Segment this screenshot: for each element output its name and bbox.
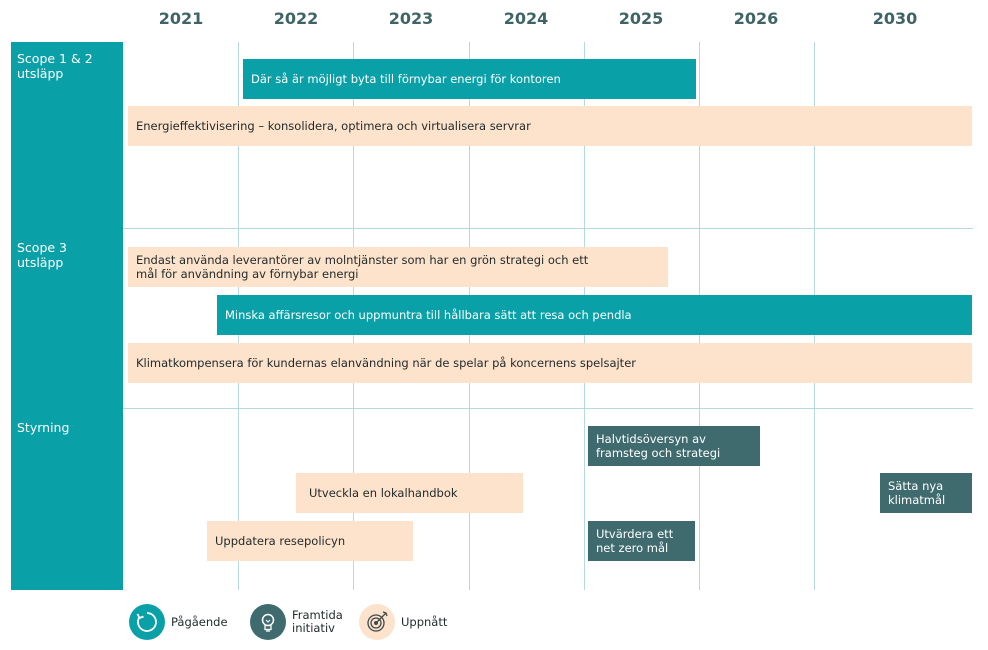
target-icon xyxy=(359,604,395,640)
bar-climate-compensation: Klimatkompensera för kundernas elanvändning när de spelar på koncernens spelsajter xyxy=(128,343,972,383)
bar-midterm-review: Halvtidsöversyn av framsteg och strategi xyxy=(588,426,760,466)
legend-ongoing xyxy=(129,604,228,640)
bar-business-travel: Minska affärsresor och uppmuntra till hållbara sätt att resa och pendla xyxy=(217,295,972,335)
year-2025: 2025 xyxy=(618,9,664,28)
bar-energy-efficiency: Energieffektivisering – konsolidera, optimera och virtualisera servrar xyxy=(128,106,972,146)
section-label-governance: Styrning xyxy=(17,420,70,435)
year-2021: 2021 xyxy=(158,9,204,28)
year-2026: 2026 xyxy=(733,9,779,28)
bar-net-zero-evaluation: Utvärdera ett net zero mål xyxy=(588,521,695,561)
legend-label-future: Framtida initiativ xyxy=(292,608,343,635)
lightbulb-icon xyxy=(250,604,286,640)
bar-new-climate-targets: Sätta nya klimatmål xyxy=(880,473,972,513)
year-2023: 2023 xyxy=(388,9,434,28)
section-label-scope12: Scope 1 & 2 utsläpp xyxy=(17,51,93,81)
circular-arrow-icon xyxy=(129,604,165,640)
legend-label-achieved: Uppnått xyxy=(401,614,448,629)
section-divider-2 xyxy=(123,408,973,409)
category-sidebar xyxy=(11,42,123,590)
bar-cloud-suppliers: Endast använda leverantörer av molntjänster som har en grön strategi och ett mål för användning av förnybar energi xyxy=(128,247,668,287)
legend-achieved xyxy=(359,604,447,640)
bar-travel-policy: Uppdatera resepolicyn xyxy=(207,521,413,561)
year-2022: 2022 xyxy=(273,9,319,28)
bar-local-handbook: Utveckla en lokalhandbok xyxy=(296,473,523,513)
bar-renewable-office: Där så är möjligt byta till förnybar energi för kontoren xyxy=(243,59,696,99)
legend-label-ongoing: Pågående xyxy=(171,614,228,629)
year-2030: 2030 xyxy=(872,9,918,28)
year-2024: 2024 xyxy=(503,9,549,28)
legend-future xyxy=(250,604,343,640)
section-divider-1 xyxy=(123,228,973,229)
section-label-scope3: Scope 3 utsläpp xyxy=(17,240,68,270)
